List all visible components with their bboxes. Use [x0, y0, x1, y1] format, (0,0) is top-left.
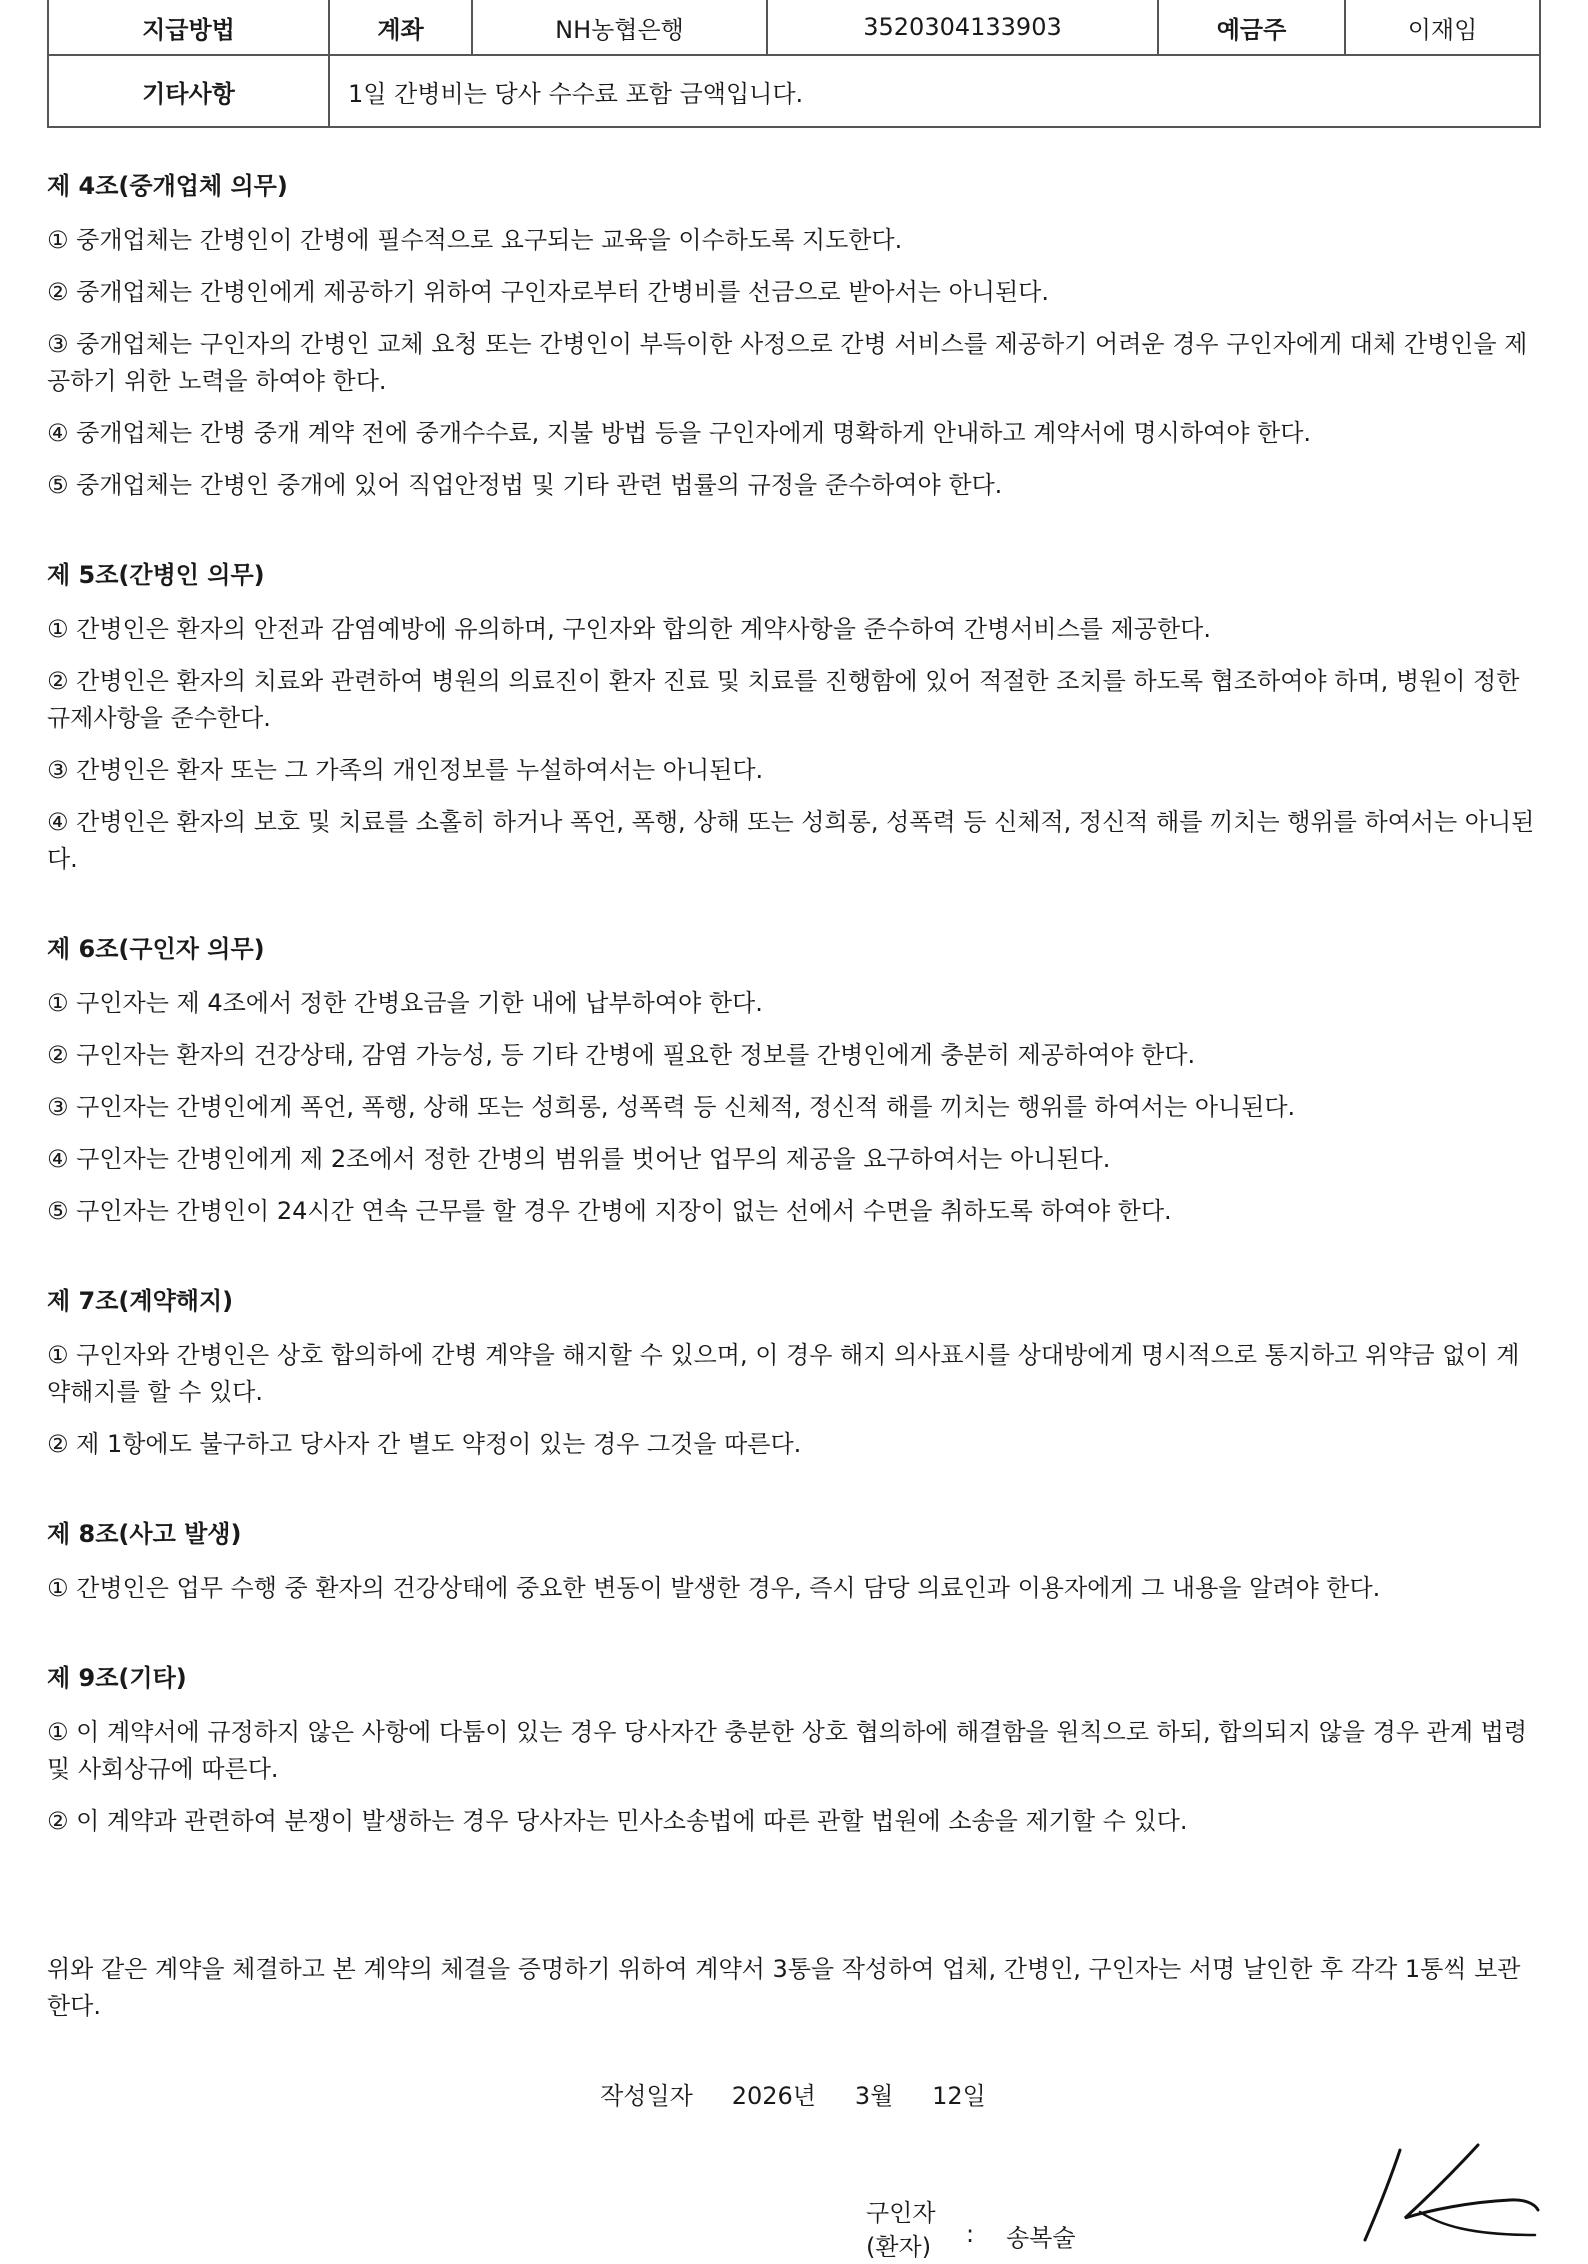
- article-clause: ② 이 계약과 관련하여 분쟁이 발생하는 경우 당사자는 민사소송법에 따른 관할 법원에 소송을 제기할 수 있다.: [47, 1807, 1188, 1835]
- article-title: 제 6조(구인자 의무): [47, 935, 265, 963]
- signer-colon: :: [966, 2220, 975, 2248]
- article-clause: ④ 간병인은 환자의 보호 및 치료를 소홀히 하거나 폭언, 폭행, 상해 또는 성희롱, 성폭력 등 신체적, 정신적 해를 끼치는 행위를 하여서는 아니된다.: [47, 808, 1535, 873]
- article-clause: ② 간병인은 환자의 치료와 관련하여 병원의 의료진이 환자 진료 및 치료를 진행함에 있어 적절한 조치를 하도록 협조하여야 하며, 병원이 정한 규제사항을 준수한다.: [47, 667, 1520, 732]
- closing-statement: 위와 같은 계약을 체결하고 본 계약의 체결을 증명하기 위하여 계약서 3통을 작성하여 업체, 간병인, 구인자는 서명 날인한 후 각각 1통씩 보관한다.: [47, 1955, 1521, 2020]
- signer-label: 구인자: [866, 2199, 936, 2227]
- article-clause: ③ 간병인은 환자 또는 그 가족의 개인정보를 누설하여서는 아니된다.: [47, 756, 764, 784]
- article-7: [47, 1285, 1539, 1463]
- date-month: 3월: [854, 2082, 894, 2110]
- article-clause: ② 제 1항에도 불구하고 당사자 간 별도 약정이 있는 경우 그것을 따른다.: [47, 1430, 802, 1458]
- article-clause: ④ 중개업체는 간병 중개 계약 전에 중개수수료, 지불 방법 등을 구인자에게 명확하게 안내하고 계약서에 명시하여야 한다.: [47, 419, 1312, 447]
- article-title: 제 8조(사고 발생): [47, 1520, 242, 1548]
- other-label: 기타사항: [48, 55, 329, 127]
- article-clause: ③ 중개업체는 구인자의 간병인 교체 요청 또는 간병인이 부득이한 사정으로 간병 서비스를 제공하기 어려운 경우 구인자에게 대체 간병인을 제공하기 위한 노력을 하여야 한다.: [47, 330, 1528, 395]
- article-4: [47, 170, 1539, 504]
- bank-name: NH농협은행: [472, 0, 767, 55]
- article-clause: ④ 구인자는 간병인에게 제 2조에서 정한 간병의 범위를 벗어난 업무의 제공을 요구하여서는 아니된다.: [47, 1145, 1111, 1173]
- account-label: 계좌: [329, 0, 472, 55]
- contract-articles: [47, 170, 1539, 1895]
- article-clause: ① 구인자와 간병인은 상호 합의하에 간병 계약을 해지할 수 있으며, 이 경우 해지 의사표시를 상대방에게 명시적으로 통지하고 위약금 없이 계약해지를 할 수 있다.: [47, 1341, 1520, 1406]
- payment-info-table: [47, 0, 1541, 128]
- article-clause: ② 중개업체는 간병인에게 제공하기 위하여 구인자로부터 간병비를 선금으로 받아서는 아니된다.: [47, 278, 1049, 306]
- article-6: [47, 933, 1539, 1230]
- payment-method-label: 지급방법: [48, 0, 329, 55]
- article-title: 제 4조(중개업체 의무): [47, 172, 288, 200]
- handwritten-signature: [1360, 2140, 1540, 2245]
- article-clause: ① 중개업체는 간병인이 간병에 필수적으로 요구되는 교육을 이수하도록 지도한다.: [47, 226, 903, 254]
- account-number: 3520304133903: [767, 0, 1158, 55]
- other-row: [48, 55, 1540, 127]
- signer-name: 송복술: [1006, 2224, 1076, 2252]
- date-day: 12일: [932, 2082, 986, 2110]
- article-clause: ② 구인자는 환자의 건강상태, 감염 가능성, 등 기타 간병에 필요한 정보를 간병인에게 충분히 제공하여야 한다.: [47, 1041, 1196, 1069]
- payment-row: [48, 0, 1540, 55]
- article-clause: ① 간병인은 업무 수행 중 환자의 건강상태에 중요한 변동이 발생한 경우, 즉시 담당 의료인과 이용자에게 그 내용을 알려야 한다.: [47, 1574, 1381, 1602]
- article-5: [47, 559, 1539, 878]
- article-clause: ① 구인자는 제 4조에서 정한 간병요금을 기한 내에 납부하여야 한다.: [47, 989, 763, 1017]
- article-clause: ① 간병인은 환자의 안전과 감염예방에 유의하며, 구인자와 합의한 계약사항을 준수하여 간병서비스를 제공한다.: [47, 615, 1211, 643]
- article-title: 제 9조(기타): [47, 1664, 187, 1692]
- account-holder: 이재임: [1345, 0, 1540, 55]
- date-label: 작성일자: [600, 2082, 693, 2110]
- article-clause: ③ 구인자는 간병인에게 폭언, 폭행, 상해 또는 성희롱, 성폭력 등 신체적, 정신적 해를 끼치는 행위를 하여서는 아니된다.: [47, 1093, 1296, 1121]
- article-9: [47, 1662, 1539, 1840]
- written-date: [47, 2076, 1539, 2111]
- article-title: 제 5조(간병인 의무): [47, 561, 265, 589]
- signer-label-sub: (환자): [866, 2233, 932, 2261]
- article-clause: ⑤ 구인자는 간병인이 24시간 연속 근무를 할 경우 간병에 지장이 없는 선에서 수면을 취하도록 하여야 한다.: [47, 1197, 1172, 1225]
- other-note: 1일 간병비는 당사 수수료 포함 금액입니다.: [329, 55, 1540, 127]
- article-title: 제 7조(계약해지): [47, 1287, 234, 1315]
- date-year: 2026년: [731, 2082, 816, 2110]
- account-holder-label: 예금주: [1158, 0, 1345, 55]
- article-clause: ⑤ 중개업체는 간병인 중개에 있어 직업안정법 및 기타 관련 법률의 규정을 준수하여야 한다.: [47, 471, 1003, 499]
- article-8: [47, 1518, 1539, 1607]
- article-clause: ① 이 계약서에 규정하지 않은 사항에 다툼이 있는 경우 당사자간 충분한 상호 협의하에 해결함을 원칙으로 하되, 합의되지 않을 경우 관계 법령 및 사회상규에 따른다.: [47, 1718, 1528, 1783]
